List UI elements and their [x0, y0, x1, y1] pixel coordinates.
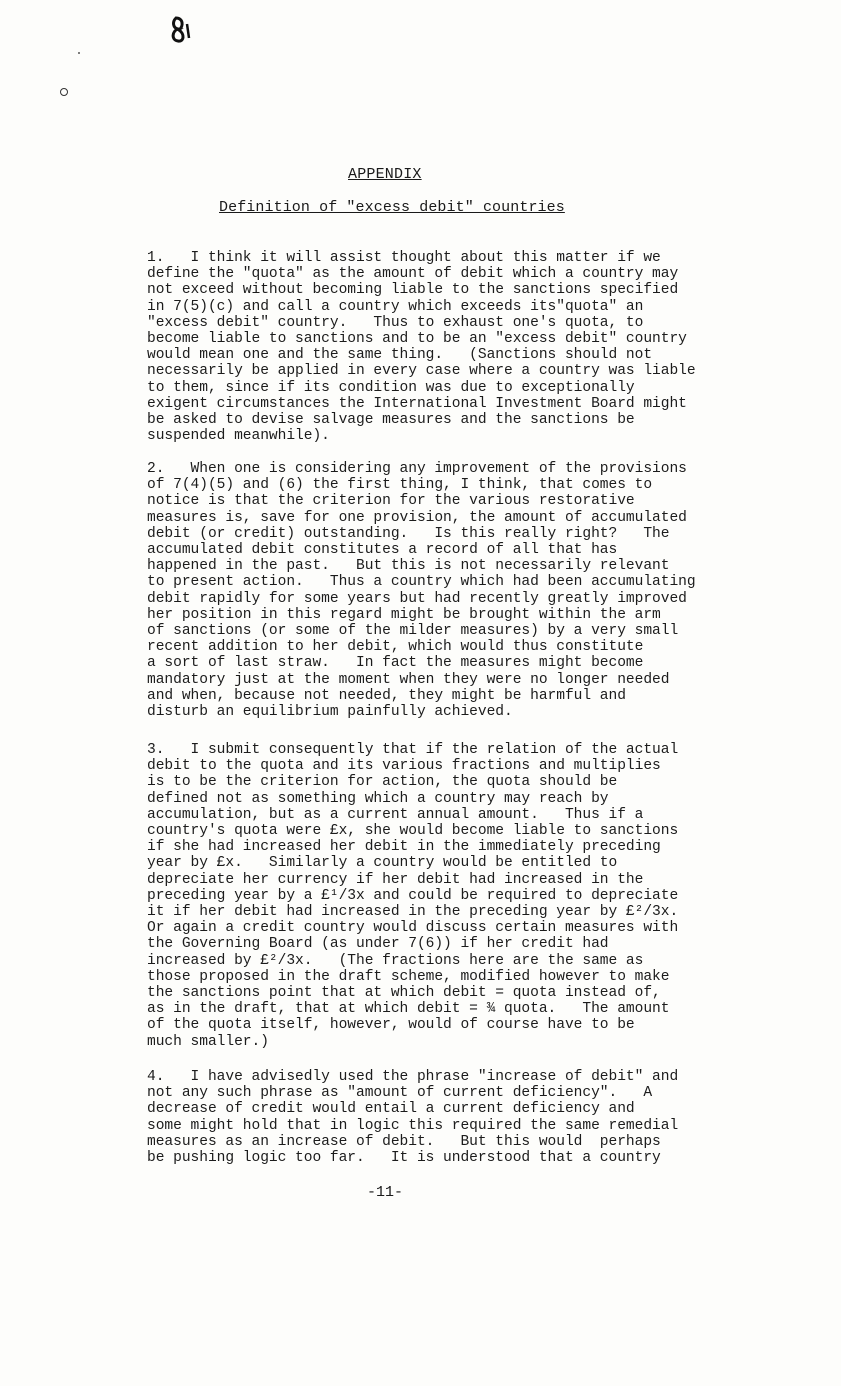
margin-speck	[60, 88, 68, 96]
handwritten-page-mark	[170, 14, 192, 44]
appendix-title: APPENDIX	[348, 166, 422, 183]
appendix-subtitle: Definition of "excess debit" countries	[219, 199, 565, 216]
paragraph-2: 2. When one is considering any improvement of the provisions of 7(4)(5) and (6) the first thing, I think, that comes to notice is that the criterion for the various restorative measures is, save for one provision, the amount of accumulated debit (or credit) outstanding. Is this really right? The accumulated debit constitutes a record of all that has happened in the past. But this is not necessarily relevant to present action. Thus a country which had been accumulating debit rapidly for some years but had recently greatly improved her position in this regard might be brought within the arm of sanctions (or some of the milder measures) by a very small recent addition to her debit, which would thus constitute a sort of last straw. In fact the measures might become mandatory just at the moment when they were no longer needed and when, because not needed, they might be harmful and disturb an equilibrium painfully achieved.	[147, 461, 696, 721]
paragraph-4: 4. I have advisedly used the phrase "increase of debit" and not any such phrase as "amount of current deficiency". A decrease of credit would entail a current deficiency and some might hold that in logic this required the same remedial measures as an increase of debit. But this would perhaps be pushing logic too far. It is understood that a country	[147, 1069, 679, 1167]
paragraph-3: 3. I submit consequently that if the relation of the actual debit to the quota and its various fractions and multiplies is to be the criterion for action, the quota should be defined not as something which a country may reach by accumulation, but as a current annual amount. Thus if a country's quota were £x, she would become liable to sanctions if she had increased her debit in the immediately preceding year by £x. Similarly a country would be entitled to depreciate her currency if her debit had increased in the preceding year by a £¹/3x and could be required to depreciate it if her debit had increased in the preceding year by £²/3x. Or again a credit country would discuss certain measures with the Governing Board (as under 7(6)) if her credit had increased by £²/3x. (The fractions here are the same as those proposed in the draft scheme, modified however to make the sanctions point that at which debit = quota instead of, as in the draft, that at which debit = ¾ quota. The amount of the quota itself, however, would of course have to be much smaller.)	[147, 742, 679, 1050]
margin-dot	[78, 52, 80, 54]
page-number: -11-	[367, 1184, 404, 1201]
paragraph-1: 1. I think it will assist thought about this matter if we define the "quota" as the amount of debit which a country may not exceed without becoming liable to the sanctions specified in 7(5)(c) and call a country which exceeds its"quota" an "excess debit" country. Thus to exhaust one's quota, to become liable to sanctions and to be an "excess debit" country would mean one and the same thing. (Sanctions should not necessarily be applied in every case where a country was liable to them, since if its condition was due to exceptionally exigent circumstances the International Investment Board might be asked to devise salvage measures and the sanctions be suspended meanwhile).	[147, 250, 696, 445]
